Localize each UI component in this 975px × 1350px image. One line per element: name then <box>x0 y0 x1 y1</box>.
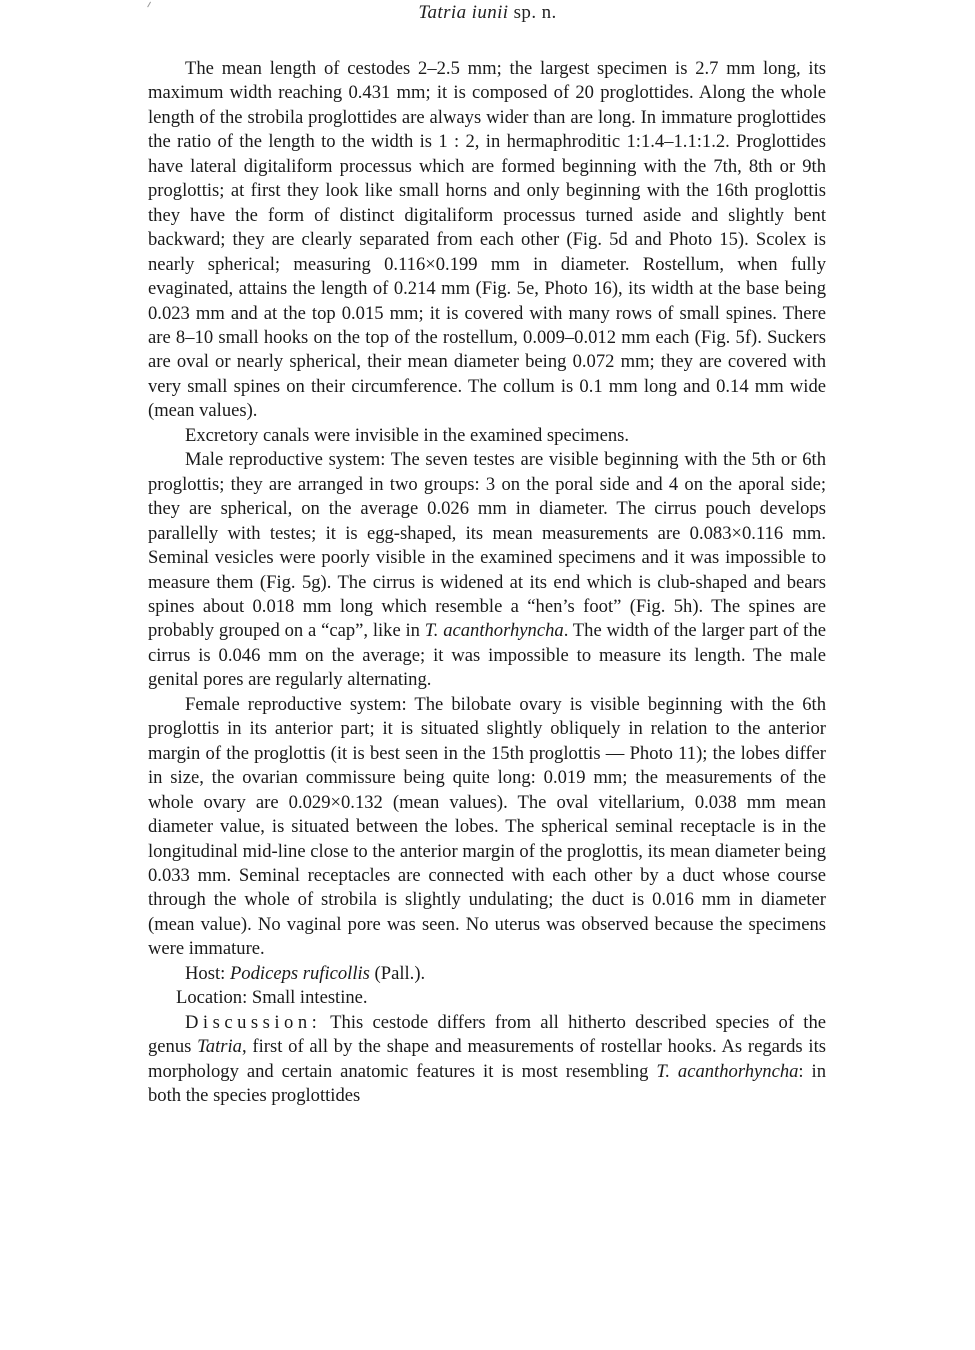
header-species-name: Tatria iunii <box>418 2 509 23</box>
running-header <box>0 2 975 24</box>
paragraph-host <box>148 962 826 986</box>
paragraph-location: Location: Small intestine. <box>176 987 368 1009</box>
host-species: Podiceps ruficollis <box>229 962 370 984</box>
discussion-text-1: This cestode differs from all hitherto described species of the genus <box>148 1011 826 1058</box>
paragraph-female-reproductive: Female reproductive system: The bilobate ovary is visible beginning with the 6th proglottis in its anterior part; it is situated slightly obliquely in relation to the anterior margin of the proglottis (it is best seen in the 15th proglottis — Photo 11); the lobes differ in size, the ovarian commissure being quite long: 0.019 mm; the measurements of the whole ovary are 0.029×0.132 (mean values). The oval vitellarium, 0.038 mm mean diameter value, is situated between the lobes. The spherical seminal receptacle is in the longitudinal mid-line close to the anterior margin of the proglottis, its mean diameter being 0.033 mm. Seminal receptacles are connected with each other by a duct whose course through the whole of strobila is slightly undulating; the duct is 0.016 mm in diameter (mean value). No vaginal pore was seen. No uterus was observed because the specimens were immature. <box>148 693 826 960</box>
article-body <box>148 57 826 1108</box>
paragraph-male-reproductive <box>148 448 826 693</box>
header-suffix: sp. n. <box>513 2 557 23</box>
male-text-1: Male reproductive system: The seven testes are visible beginning with the 5th or 6th proglottis; they are arranged in two groups: 3 on the poral side and 4 on the aporal side; they are spherical, on the average 0.026 mm in diameter. The cirrus pouch develops parallelly with testes; it is egg-shaped, its mean measurements are 0.083×0.116 mm. Seminal vesicles were poorly visible in the examined specimens and it was impossible to measure them (Fig. 5g). The cirrus is widened at its end which is club-shaped and bears spines about 0.018 mm long which resemble a “hen’s foot” (Fig. 5h). The spines are probably grouped on a “cap”, like in <box>148 449 826 642</box>
paragraph-discussion <box>148 1011 826 1109</box>
host-label: Host: <box>185 962 230 984</box>
discussion-text-3: : in both the species proglottides <box>148 1060 826 1107</box>
genus-name-tatria: Tatria <box>197 1036 242 1058</box>
paragraph-description: The mean length of cestodes 2–2.5 mm; the largest specimen is 2.7 mm long, its maximum width reaching 0.431 mm; it is composed of 20 proglottides. Along the whole length of the strobila proglottides are always wider than are long. In immature proglottides the ratio of the length to the width is 1 : 2, in hermaphroditic 1:1.4–1.1:1.2. Proglottides have lateral digitaliform processus which are formed beginning with the 7th, 8th or 9th proglottis; at first they look like small horns and only beginning with the 16th proglottis they have the form of distinct digitaliform processus turned aside and slightly bent backward; they are clearly separated from each other (Fig. 5d and Photo 15). Scolex is nearly spherical; measuring 0.116×0.199 mm in diameter. Rostellum, when fully evaginated, attains the length of 0.214 mm (Fig. 5e, Photo 16), its width at the base being 0.023 mm and at the top 0.015 mm; it is covered with many rows of small spines. There are 8–10 small hooks on the top of the rostellum, 0.009–0.012 mm each (Fig. 5f). Suckers are oval or nearly spherical, their mean diameter being 0.072 mm; they are covered with very small spines on their circumference. The collum is 0.1 mm long and 0.14 mm wide (mean values). <box>148 58 826 422</box>
species-name-acanthorhyncha: T. acanthorhyncha <box>424 620 564 642</box>
species-name-acanthorhyncha-2: T. acanthorhyncha <box>656 1060 799 1082</box>
discussion-text-2: , first of all by the shape and measurements of rostellar hooks. As regards its morphology and certain anatomic features it is most resembling <box>148 1036 826 1082</box>
male-text-2: . The width of the larger part of the cirrus is 0.046 mm on the average; it was impossible to measure its length. The male genital pores are regularly alternating. <box>148 620 826 691</box>
host-author: (Pall.). <box>369 962 426 984</box>
discussion-label: Discussion: <box>185 1011 322 1033</box>
paragraph-excretory: Excretory canals were invisible in the examined specimens. <box>185 424 630 446</box>
